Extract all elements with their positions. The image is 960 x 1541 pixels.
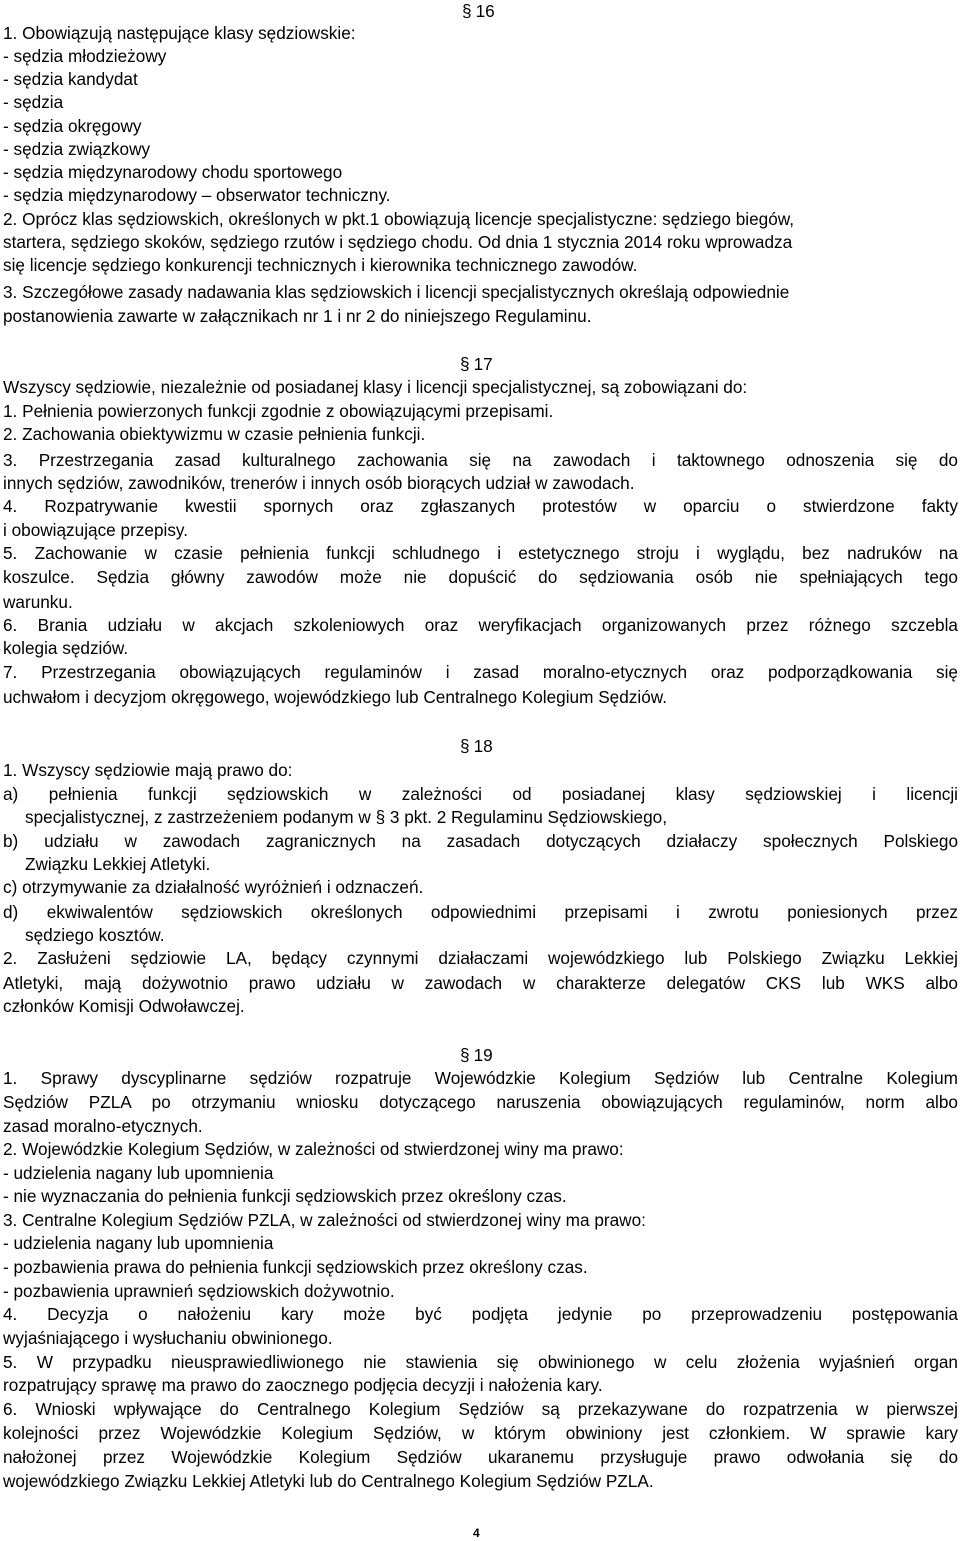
s16-line-3: - sędzia kandydat — [3, 69, 138, 89]
s19-line-15: 6. Wnioski wpływające do Centralnego Kolegium Sędziów są przekazywane do rozpatrzenia w pierwszej — [3, 1399, 958, 1419]
s19-line-4: 2. Wojewódzkie Kolegium Sędziów, w zależności od stwierdzonej winy ma prawo: — [3, 1139, 624, 1159]
s17-line-1: Wszyscy sędziowie, niezależnie od posiadanej klasy i licencji specjalistycznej, są zobowiązani do: — [3, 377, 748, 397]
section-heading-16 — [462, 0, 495, 23]
s17-line-7: i obowiązujące przepisy. — [3, 520, 189, 540]
section-sign: § — [460, 354, 470, 374]
section-number: 17 — [473, 354, 493, 374]
section-sign: § — [462, 1, 472, 21]
s18-line-8: sędziego kosztów. — [25, 925, 165, 945]
section-sign: § — [460, 1045, 470, 1065]
section-heading-19 — [460, 1044, 493, 1067]
s19-line-13: 5. W przypadku nieusprawiedliwionego nie stawienia się obwinionego w celu złożenia wyjaśnień organ — [3, 1352, 958, 1372]
s17-line-5: innych sędziów, zawodników, trenerów i innych osób biorących udział w zawodach. — [3, 473, 635, 493]
section-number: 16 — [475, 1, 495, 21]
s19-line-12: wyjaśniającego i wysłuchaniu obwinionego. — [3, 1328, 333, 1348]
section-sign: § — [460, 736, 470, 756]
s16-line-5: - sędzia okręgowy — [3, 116, 142, 136]
s17-line-9: koszulce. Sędzia główny zawodów może nie dopuścić do sędziowania osób nie spełniających tego — [3, 567, 958, 587]
s17-line-6: 4. Rozpatrywanie kwestii spornych oraz zgłaszanych protestów w oparciu o stwierdzone fakty — [3, 496, 958, 516]
s18-line-3: specjalistycznej, z zastrzeżeniem podanym w § 3 pkt. 2 Regulaminu Sędziowskiego, — [25, 807, 667, 827]
section-heading-18 — [460, 735, 493, 758]
section-number: 18 — [473, 736, 493, 756]
s16-line-2: - sędzia młodzieżowy — [3, 46, 167, 66]
s18-line-11: członków Komisji Odwoławczej. — [3, 996, 245, 1016]
s19-line-9: - pozbawienia prawa do pełnienia funkcji sędziowskich przez określony czas. — [3, 1257, 588, 1277]
page-number: 4 — [473, 1526, 480, 1540]
s19-line-6: - nie wyznaczania do pełnienia funkcji sędziowskich przez określony czas. — [3, 1186, 567, 1206]
s17-line-14: uchwałom i decyzjom okręgowego, wojewódzkiego lub Centralnego Kolegium Sędziów. — [3, 687, 667, 707]
s16-line-4: - sędzia — [3, 92, 64, 112]
s18-line-6: c) otrzymywanie za działalność wyróżnień i odznaczeń. — [3, 877, 424, 897]
s16-line-10: startera, sędziego skoków, sędziego rzutów i sędziego chodu. Od dnia 1 stycznia 2014 roku wprowadza — [3, 232, 793, 252]
s19-line-11: 4. Decyzja o nałożeniu kary może być podjęta jedynie po przeprowadzeniu postępowania — [3, 1304, 958, 1324]
s16-line-1: 1. Obowiązują następujące klasy sędziowskie: — [3, 23, 356, 43]
s16-line-12: 3. Szczegółowe zasady nadawania klas sędziowskich i licencji specjalistycznych określają odpowiednie — [3, 282, 790, 302]
s19-line-10: - pozbawienia uprawnień sędziowskich dożywotnio. — [3, 1281, 395, 1301]
section-number: 19 — [473, 1045, 493, 1065]
s18-line-10: Atletyki, mają dożywotnio prawo udziału w zawodach w charakterze delegatów CKS lub WKS albo — [3, 973, 958, 993]
s18-line-7: d) ekwiwalentów sędziowskich określonych odpowiednimi przepisami i zwrotu poniesionych przez — [3, 902, 958, 922]
s18-line-1: 1. Wszyscy sędziowie mają prawo do: — [3, 760, 293, 780]
s17-line-4: 3. Przestrzegania zasad kulturalnego zachowania się na zawodach i taktownego odnoszenia się do — [3, 450, 958, 470]
s19-line-17: nałożonej przez Wojewódzkie Kolegium Sędziów ukaranemu przysługuje prawo odwołania się do — [3, 1447, 958, 1467]
s17-line-11: 6. Brania udziału w akcjach szkoleniowych oraz weryfikacjach organizowanych przez różnego szczebla — [3, 615, 958, 635]
s18-line-4: b) udziału w zawodach zagranicznych na zasadach dotyczących działaczy społecznych Polskiego — [3, 831, 958, 851]
s16-line-6: - sędzia związkowy — [3, 139, 151, 159]
s18-line-9: 2. Zasłużeni sędziowie LA, będący czynnymi działaczami wojewódzkiego lub Polskiego Związku Lekkiej — [3, 948, 958, 968]
s19-line-18: wojewódzkiego Związku Lekkiej Atletyki lub do Centralnego Kolegium Sędziów PZLA. — [3, 1471, 654, 1491]
s19-line-7: 3. Centralne Kolegium Sędziów PZLA, w zależności od stwierdzonej winy ma prawo: — [3, 1210, 646, 1230]
s16-line-9: 2. Oprócz klas sędziowskich, określonych w pkt.1 obowiązują licencje specjalistyczne: sędziego biegów, — [3, 209, 795, 229]
s19-line-1: 1. Sprawy dyscyplinarne sędziów rozpatruje Wojewódzkie Kolegium Sędziów lub Centralne Kolegium — [3, 1068, 958, 1088]
s17-line-8: 5. Zachowanie w czasie pełnienia funkcji schludnego i estetycznego stroju i wyglądu, bez nadruków na — [3, 543, 958, 563]
s19-line-3: zasad moralno-etycznych. — [3, 1116, 203, 1136]
s19-line-2: Sędziów PZLA po otrzymaniu wniosku dotyczącego naruszenia obowiązujących regulaminów, norm albo — [3, 1092, 958, 1112]
s19-line-8: - udzielenia nagany lub upomnienia — [3, 1233, 274, 1253]
s18-line-2: a) pełnienia funkcji sędziowskich w zależności od posiadanej klasy sędziowskiej i licencji — [3, 784, 958, 804]
s16-line-13: postanowienia zawarte w załącznikach nr 1 i nr 2 do niniejszego Regulaminu. — [3, 306, 592, 326]
s16-line-7: - sędzia międzynarodowy chodu sportowego — [3, 162, 343, 182]
s19-line-16: kolejności przez Wojewódzkie Kolegium Sędziów, w którym obwiniony jest członkiem. W sprawie kary — [3, 1423, 958, 1443]
s17-line-13: 7. Przestrzegania obowiązujących regulaminów i zasad moralno-etycznych oraz podporządkowania się — [3, 662, 958, 682]
s17-line-10: warunku. — [3, 592, 73, 612]
s19-line-14: rozpatrujący sprawę ma prawo do zaocznego podjęcia decyzji i nałożenia kary. — [3, 1375, 603, 1395]
s17-line-12: kolegia sędziów. — [3, 638, 129, 658]
s18-line-5: Związku Lekkiej Atletyki. — [25, 854, 211, 874]
section-heading-17 — [460, 353, 493, 376]
s16-line-11: się licencje sędziego konkurencji technicznych i kierownika technicznego zawodów. — [3, 255, 638, 275]
s16-line-8: - sędzia międzynarodowy – obserwator techniczny. — [3, 185, 391, 205]
s19-line-5: - udzielenia nagany lub upomnienia — [3, 1163, 274, 1183]
s17-line-2: 1. Pełnienia powierzonych funkcji zgodnie z obowiązującymi przepisami. — [3, 401, 554, 421]
s17-line-3: 2. Zachowania obiektywizmu w czasie pełnienia funkcji. — [3, 424, 426, 444]
